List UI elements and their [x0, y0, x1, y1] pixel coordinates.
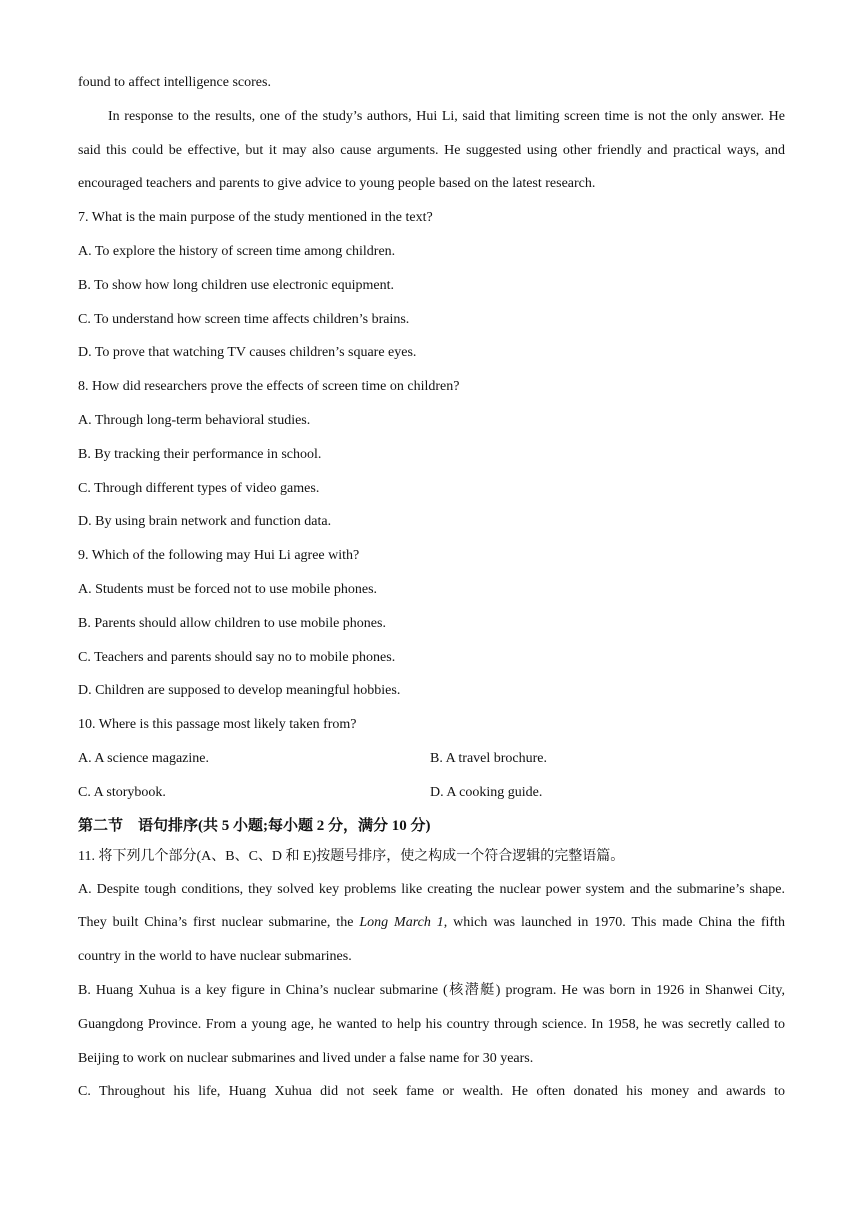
option-a: A. A science magazine. [78, 750, 210, 766]
option-c: C. A storybook. [78, 784, 166, 800]
submarine-name: Long March 1 [359, 915, 444, 931]
question-8 [78, 370, 785, 539]
option-b: B. A travel brochure. [430, 750, 548, 766]
question-10 [78, 708, 785, 809]
option-c: C. Through different types of video games. [78, 480, 320, 496]
question-stem: 7. What is the main purpose of the study mentioned in the text? [78, 210, 433, 226]
document-page [78, 66, 785, 1109]
option-b: B. Parents should allow children to use mobile phones. [78, 615, 386, 631]
option-c: C. To understand how screen time affects children’s brains. [78, 311, 410, 327]
passage-tail: found to affect intelligence scores. [78, 75, 271, 90]
option-c: C. Teachers and parents should say no to mobile phones. [78, 649, 396, 665]
option-b: B. By tracking their performance in school. [78, 446, 322, 462]
option-d: D. A cooking guide. [430, 784, 543, 800]
question-stem: 9. Which of the following may Hui Li agree with? [78, 548, 360, 564]
part-c: C. Throughout his life, Huang Xuhua did not seek fame or wealth. He often donated his money and awards to [78, 1084, 785, 1100]
options-row [78, 742, 785, 776]
section-heading: 第二节 语句排序(共 5 小题;每小题 2 分，满分 10 分) [78, 817, 431, 834]
option-d: D. To prove that watching TV causes children’s square eyes. [78, 345, 417, 361]
part-a [78, 873, 785, 974]
option-b: B. To show how long children use electronic equipment. [78, 277, 395, 293]
question-9 [78, 539, 785, 708]
part-a-text-1: A. Despite tough conditions, they solved key problems like creating the nuclear power system and the submarine’s shape. They built China’s first nuclear submarine, the [78, 881, 785, 931]
question-stem: 8. How did researchers prove the effects of screen time on children? [78, 379, 460, 395]
options-row [78, 776, 785, 810]
task-instruction: 11. 将下列几个部分(A、B、C、D 和 E)按题号排序，使之构成一个符合逻辑的完整语篇。 [78, 848, 625, 864]
option-d: D. By using brain network and function data. [78, 514, 332, 530]
question-7 [78, 201, 785, 370]
option-a: A. Through long-term behavioral studies. [78, 412, 311, 428]
part-b: B. Huang Xuhua is a key figure in China’s nuclear submarine (核潜艇) program. He was born in 1926 in Shanwei City, Guangdong Province. From a young age, he wanted to help his country through science. In 1958, he was secretly called to Beijing to work on nuclear submarines and lived under a false name for 30 years. [78, 982, 785, 1066]
option-a: A. To explore the history of screen time among children. [78, 243, 396, 259]
part-a-text-2: , which was launched in 1970. This made China the fifth country in the world to have nuclear submarines. [78, 915, 785, 965]
option-a: A. Students must be forced not to use mobile phones. [78, 581, 378, 597]
passage-paragraph: In response to the results, one of the study’s authors, Hui Li, said that limiting screen time is not the only answer. He said this could be effective, but it may also cause arguments. He suggested using other friendly and practical ways, and encouraged teachers and parents to give advice to young people based on the latest research. [78, 108, 785, 192]
option-d: D. Children are supposed to develop meaningful hobbies. [78, 683, 401, 699]
question-stem: 10. Where is this passage most likely taken from? [78, 717, 357, 733]
